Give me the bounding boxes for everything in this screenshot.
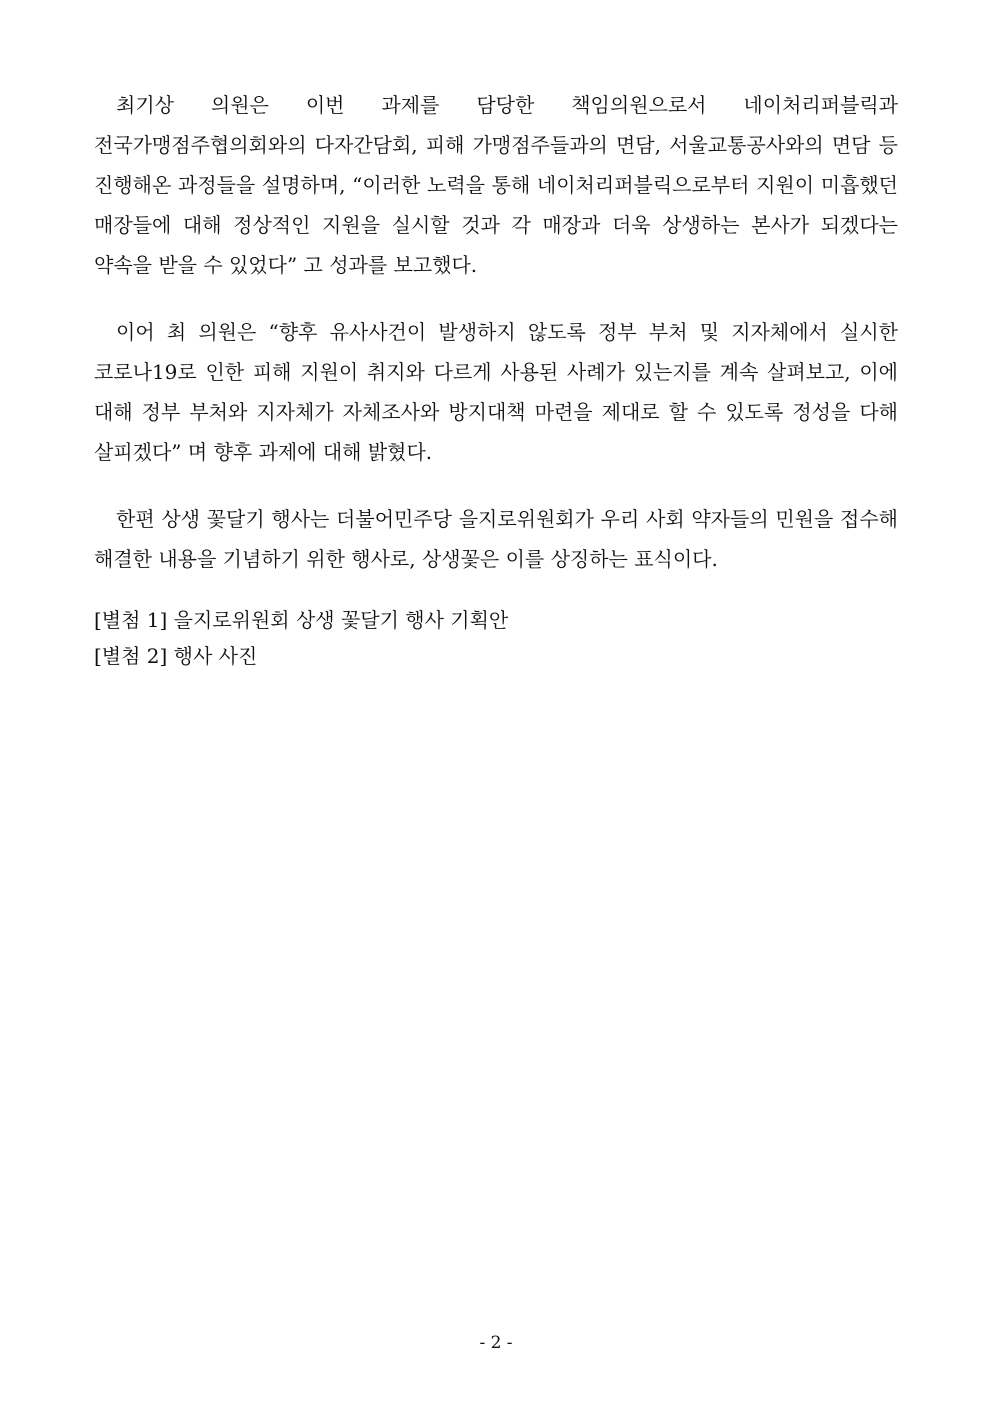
paragraph-1: 최기상 의원은 이번 과제를 담당한 책임의원으로서 네이처리퍼블릭과 전국가맹점주협의회와의 다자간담회, 피해 가맹점주들과의 면담, 서울교통공사와의 면담 등 진행해온 과정들을 설명하며, “이러한 노력을 통해 네이처리퍼블릭으로부터 지원이 미흡했던 매장들에 대해 정상적인 지원을 실시할 것과 각 매장과 더욱 상생하는 본사가 되겠다는 약속을 받을 수 있었다” 고 성과를 보고했다.: [94, 93, 898, 277]
document-body: [94, 85, 898, 674]
paragraph-3: 한편 상생 꽃달기 행사는 더불어민주당 을지로위원회가 우리 사회 약자들의 민원을 접수해 해결한 내용을 기념하기 위한 행사로, 상생꽃은 이를 상징하는 표식이다.: [94, 507, 898, 571]
attachment-item-1: [별첨 1] 을지로위원회 상생 꽃달기 행사 기획안: [94, 608, 509, 632]
attachment-item-2: [별첨 2] 행사 사진: [94, 644, 258, 668]
page-number: - 2 -: [479, 1333, 513, 1353]
paragraph-2: 이어 최 의원은 “향후 유사사건이 발생하지 않도록 정부 부처 및 지자체에서 실시한 코로나19로 인한 피해 지원이 취지와 다르게 사용된 사례가 있는지를 계속 살펴보고, 이에 대해 정부 부처와 지자체가 자체조사와 방지대책 마련을 제대로 할 수 있도록 정성을 다해 살피겠다” 며 향후 과제에 대해 밝혔다.: [94, 320, 898, 464]
attachment-list: [94, 602, 898, 674]
